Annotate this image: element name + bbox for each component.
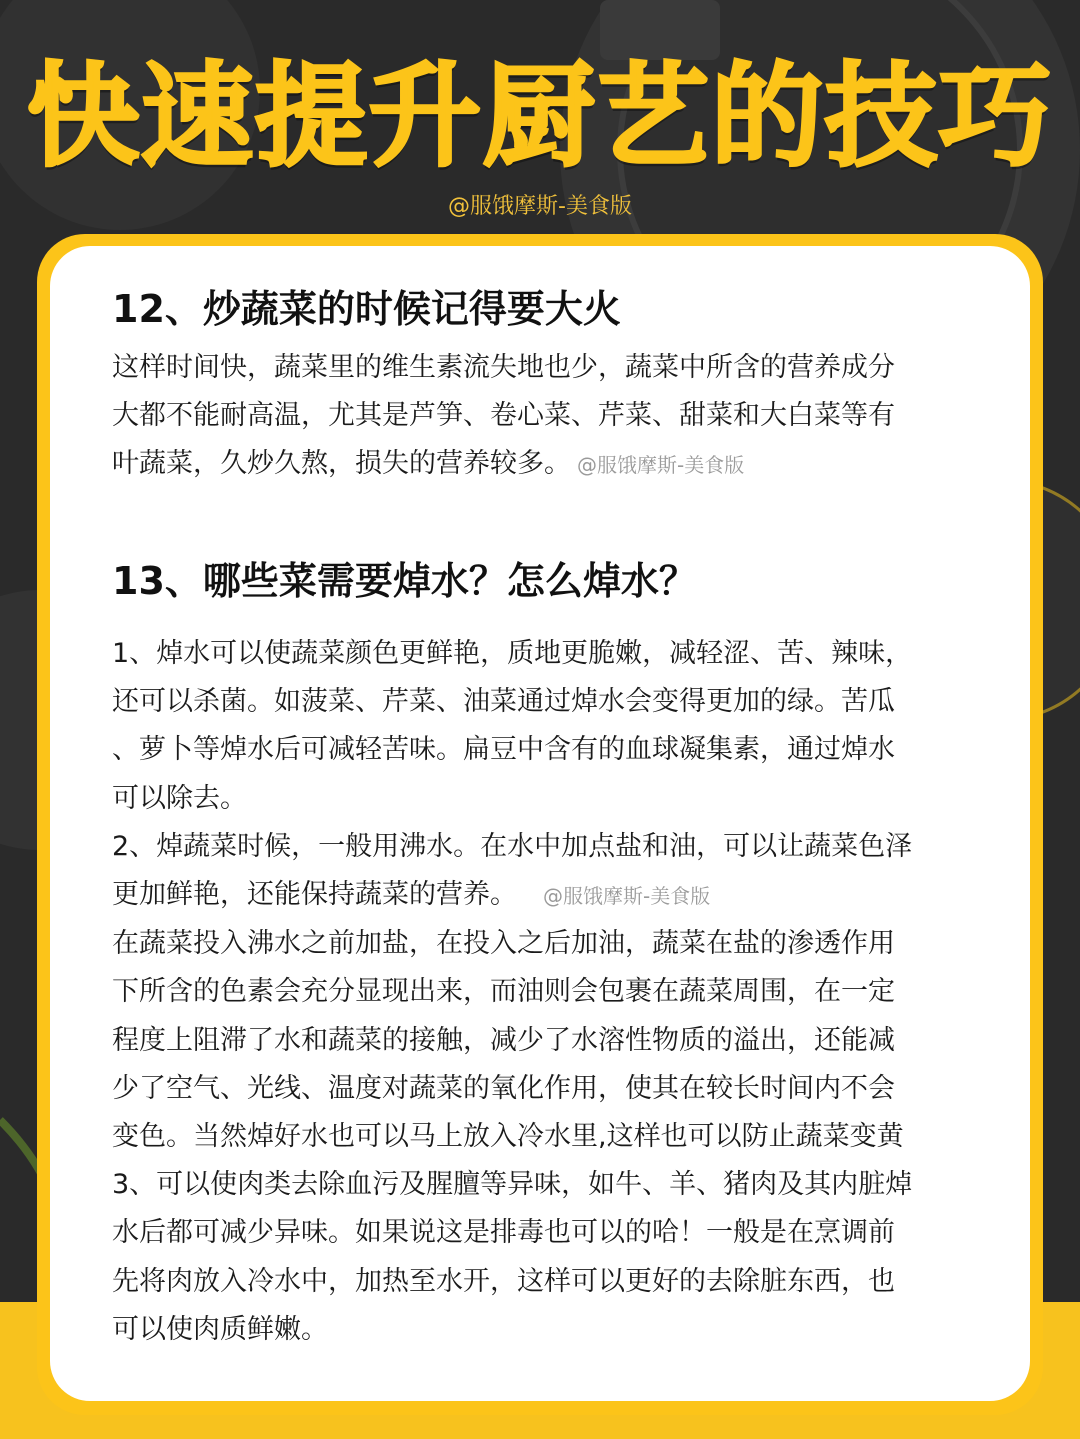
text-line — [112, 440, 992, 489]
text-line: 大都不能耐高温，尤其是芦笋、卷心菜、芹菜、甜菜和大白菜等有 — [112, 400, 895, 432]
section-13-heading: 13、哪些菜需要焯水？怎么焯水？ — [112, 559, 697, 603]
text-line: 、萝卜等焯水后可减轻苦味。扁豆中含有的血球凝集素，通过焯水 — [112, 734, 895, 766]
page-title: 快速提升厨艺的技巧 — [27, 52, 1053, 182]
text-line: 还可以杀菌。如菠菜、芹菜、油菜通过焯水会变得更加的绿。苦瓜 — [112, 686, 895, 718]
text-line: 2、焯蔬菜时候，一般用沸水。在水中加点盐和油，可以让蔬菜色泽 — [112, 830, 913, 862]
text-line: 少了空气、光线、温度对蔬菜的氧化作用，使其在较长时间内不会 — [112, 1072, 895, 1104]
section-13-body — [112, 630, 992, 1354]
text-line: 下所含的色素会充分显现出来，而油则会包裹在蔬菜周围，在一定 — [112, 976, 895, 1008]
text-line: 在蔬菜投入沸水之前加盐，在投入之后加油，蔬菜在盐的渗透作用 — [112, 928, 895, 960]
inline-watermark: @服饿摩斯-美食版 — [543, 884, 711, 909]
text-line: 3、可以使肉类去除血污及腥膻等异味，如牛、羊、猪肉及其内脏焯 — [112, 1169, 913, 1201]
text-line: 这样时间快，蔬菜里的维生素流失地也少，蔬菜中所含的营养成分 — [112, 352, 895, 383]
section-12-heading: 12、炒蔬菜的时候记得要大火 — [112, 287, 621, 331]
text-line-content: 更加鲜艳，还能保持蔬菜的营养。 — [112, 879, 517, 911]
text-line: 变色。当然焯好水也可以马上放入冷水里,这样也可以防止蔬菜变黄 — [112, 1121, 904, 1153]
text-line: 程度上阻滞了水和蔬菜的接触，减少了水溶性物质的溢出，还能减 — [112, 1024, 895, 1056]
text-line-content: 叶蔬菜，久炒久熬，损失的营养较多。 — [112, 448, 571, 480]
text-line: 1、焯水可以使蔬菜颜色更鲜艳，质地更脆嫩，减轻涩、苦、辣味， — [112, 638, 913, 669]
inline-watermark: @服饿摩斯-美食版 — [577, 453, 745, 478]
header-watermark: @服饿摩斯-美食版 — [448, 194, 632, 219]
text-line: 可以使肉质鲜嫩。 — [112, 1313, 328, 1345]
section-12-body — [112, 344, 992, 490]
text-line: 水后都可减少异味。如果说这是排毒也可以的哈！一般是在烹调前 — [112, 1217, 895, 1249]
text-line: 可以除去。 — [112, 782, 247, 814]
text-line: 先将肉放入冷水中，加热至水开，这样可以更好的去除脏东西，也 — [112, 1265, 895, 1297]
text-line — [112, 871, 992, 920]
